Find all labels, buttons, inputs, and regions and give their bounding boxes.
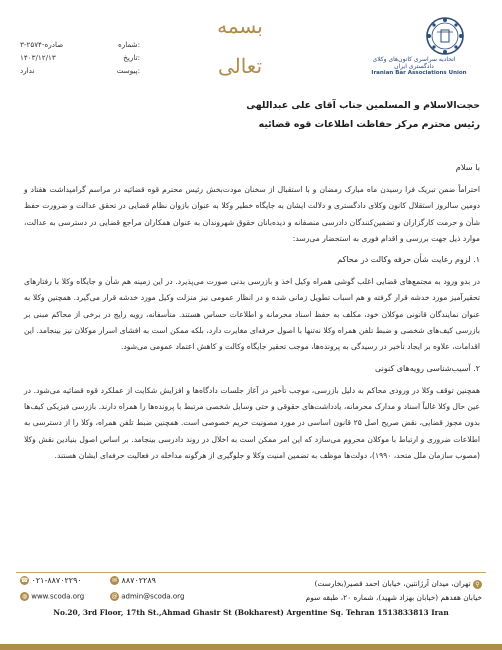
meta-date-value: ۱۴۰۳/۱۲/۱۳ bbox=[20, 53, 56, 62]
meta-number-value: ۳-صادره-۲۵۷۴ bbox=[20, 40, 64, 49]
meta-attachment-value: ندارد bbox=[20, 66, 35, 75]
meta-date-label: تاریخ: bbox=[123, 53, 140, 62]
phone-1-text: ۰۲۱-۸۸۷۰۲۲۹۰ bbox=[31, 576, 82, 585]
globe-icon: ◍ bbox=[21, 593, 28, 600]
footer-phone-2 bbox=[110, 576, 156, 585]
meta-number-label: شماره: bbox=[117, 40, 140, 49]
footer-website[interactable] bbox=[20, 592, 84, 601]
location-pin-icon: ⚲ bbox=[473, 580, 482, 589]
letter-meta bbox=[20, 38, 140, 77]
intro-paragraph: احتراماً ضمن تبریک فرا رسیدن ماه مبارک رمضان و با استقبال از سخنان مودت‌بخش رئیس محترم قوه قضائیه در مراسم گرامیداشت هفتاد و دومین سالروز استقلال کانون وکلای دادگستری و دلالت ایشان به جایگاه خطیر وکلا به عنوان بازوان نظام قضایی در تحقق عدالت و ضرورت حفظ شأن و حرمت کارگزاران و تضمین‌کنندگان دادرسی منصفانه و دیده‌بانان حقوق شهروندان به عنوان همکاران مراجع قضایی در دسترسی به عدالت، موارد ذیل جهت بررسی و اقدام فوری به استحضار می‌رسد: bbox=[24, 185, 480, 243]
phone-2-text: ۸۸۷۰۲۲۸۹ bbox=[121, 576, 156, 585]
phone-icon: ☎ bbox=[20, 577, 29, 584]
meta-attachment-label: پیوست: bbox=[116, 66, 140, 75]
fax-icon: ✉ bbox=[111, 577, 118, 584]
recipient-name: حجت‌الاسلام و المسلمین جناب آقای علی عبداللهی bbox=[246, 100, 480, 111]
section-2-body: همچنین توقف وکلا در ورودی محاکم به دلیل بازرسی، موجب تأخیر در آغاز جلسات دادگاه‌ها و افزایش شکایت از عملکرد قوه قضائیه می‌شود. در عین حال وکلا غالباً اسناد و مدارک محرمانه، یادداشت‌های حقوقی و حتی وسایل شخصی مرتبط با پرونده‌ها را همراه دارند. بازرسی فیزیکی کیف‌ها بدون مجوز قضایی، نقض صریح اصل ۲۵ قانون اساسی در مورد مصونیت حریم خصوصی است. همچنین ضبط تلفن همراه، وکلا را از دسترسی به اطلاعات ضروری و ارتباط با موکلان محروم می‌سازد که این امر ممکن است به اخلال در روند دادرسی بینجامد. بر اساس اصول بنیادین نقش وکلا (مصوب سازمان ملل متحد، ۱۹۹۰)، دولت‌ها موظف به تضمین امنیت وکلا و جلوگیری از هرگونه مداخله در فعالیت حرفه‌ای ایشان هستند. bbox=[24, 385, 480, 460]
organization-name-fa: اتحادیه سراسری کانون‌های وکلای دادگستری ایران bbox=[372, 56, 456, 70]
section-2-title: ۲. آسیب‌شناسی رویه‌های کنونی bbox=[375, 363, 480, 373]
website-text[interactable]: www.scoda.org bbox=[31, 592, 85, 601]
footer-bar bbox=[0, 644, 502, 650]
greeting: با سلام bbox=[455, 162, 480, 172]
meta-date bbox=[20, 51, 140, 64]
footer-address-en: No.20, 3rd Floor, 17th St.,Ahmad Ghasir St (Bokharest) Argentine Sq. Tehran 1513833813 Iran bbox=[53, 608, 449, 617]
letter-footer bbox=[0, 568, 502, 650]
footer-address-fa bbox=[230, 577, 482, 605]
footer-email[interactable] bbox=[110, 592, 184, 601]
organization-name-en: Iranian Bar Associations Union bbox=[371, 70, 467, 76]
recipient-title: رئیس محترم مرکز حفاظت اطلاعات قوه قضائیه bbox=[258, 119, 480, 130]
section-1-title: ۱. لزوم رعایت شأن حرفه وکالت در محاکم bbox=[337, 255, 480, 265]
meta-attachment bbox=[20, 64, 140, 77]
footer-divider bbox=[16, 572, 486, 573]
address-fa-line-2: خیابان هفدهم (خیابان بهزاد شهید)، شماره ۲۰، طبقه سوم bbox=[305, 593, 482, 602]
section-1-body: در بدو ورود به مجتمع‌های قضایی اغلب گوشی همراه وکیل اخذ و بازرسی بدنی صورت می‌پذیرد. در این زمینه هم شأن و جایگاه وکلا با رفتارهای تحقیرآمیز مورد خدشه قرار گرفته و هم اسباب تطویل زمانی شده و در انظار عمومی نیز منزلت وکیل مورد خدشه قرار می‌گیرد. همچنین وکلا به عنوان نمایندگان قانونی موکلان خود، مکلف به حفظ اسناد محرمانه و اطلاعات حساس هستند. متأسفانه، رویه رایج در برخی از محاکم مبنی بر بازرسی کیف‌های شخصی و ضبط تلفن همراه وکلا نه‌تنها با اصول حرفه‌ای مغایرت دارد، بلکه ممکن است به افشای اسرار موکلان نیز بینجامد. این اقدامات، علاوه بر ایجاد تأخیر در رسیدگی به پرونده‌ها، موجب تحقیر جایگاه وکالت و کاهش اعتماد عمومی می‌شود. bbox=[24, 277, 480, 352]
email-text[interactable]: admin@scoda.org bbox=[121, 592, 185, 601]
basmala-calligraphy: بسمه تعالی bbox=[217, 14, 263, 78]
meta-number bbox=[20, 38, 140, 51]
letterhead bbox=[0, 0, 502, 88]
letter-body bbox=[24, 96, 480, 472]
email-icon: @ bbox=[111, 593, 118, 600]
address-fa-line-1: تهران، میدان آرژانتین، خیابان احمد قصیر(بخارست) bbox=[314, 579, 471, 588]
footer-phone-1 bbox=[20, 576, 82, 585]
